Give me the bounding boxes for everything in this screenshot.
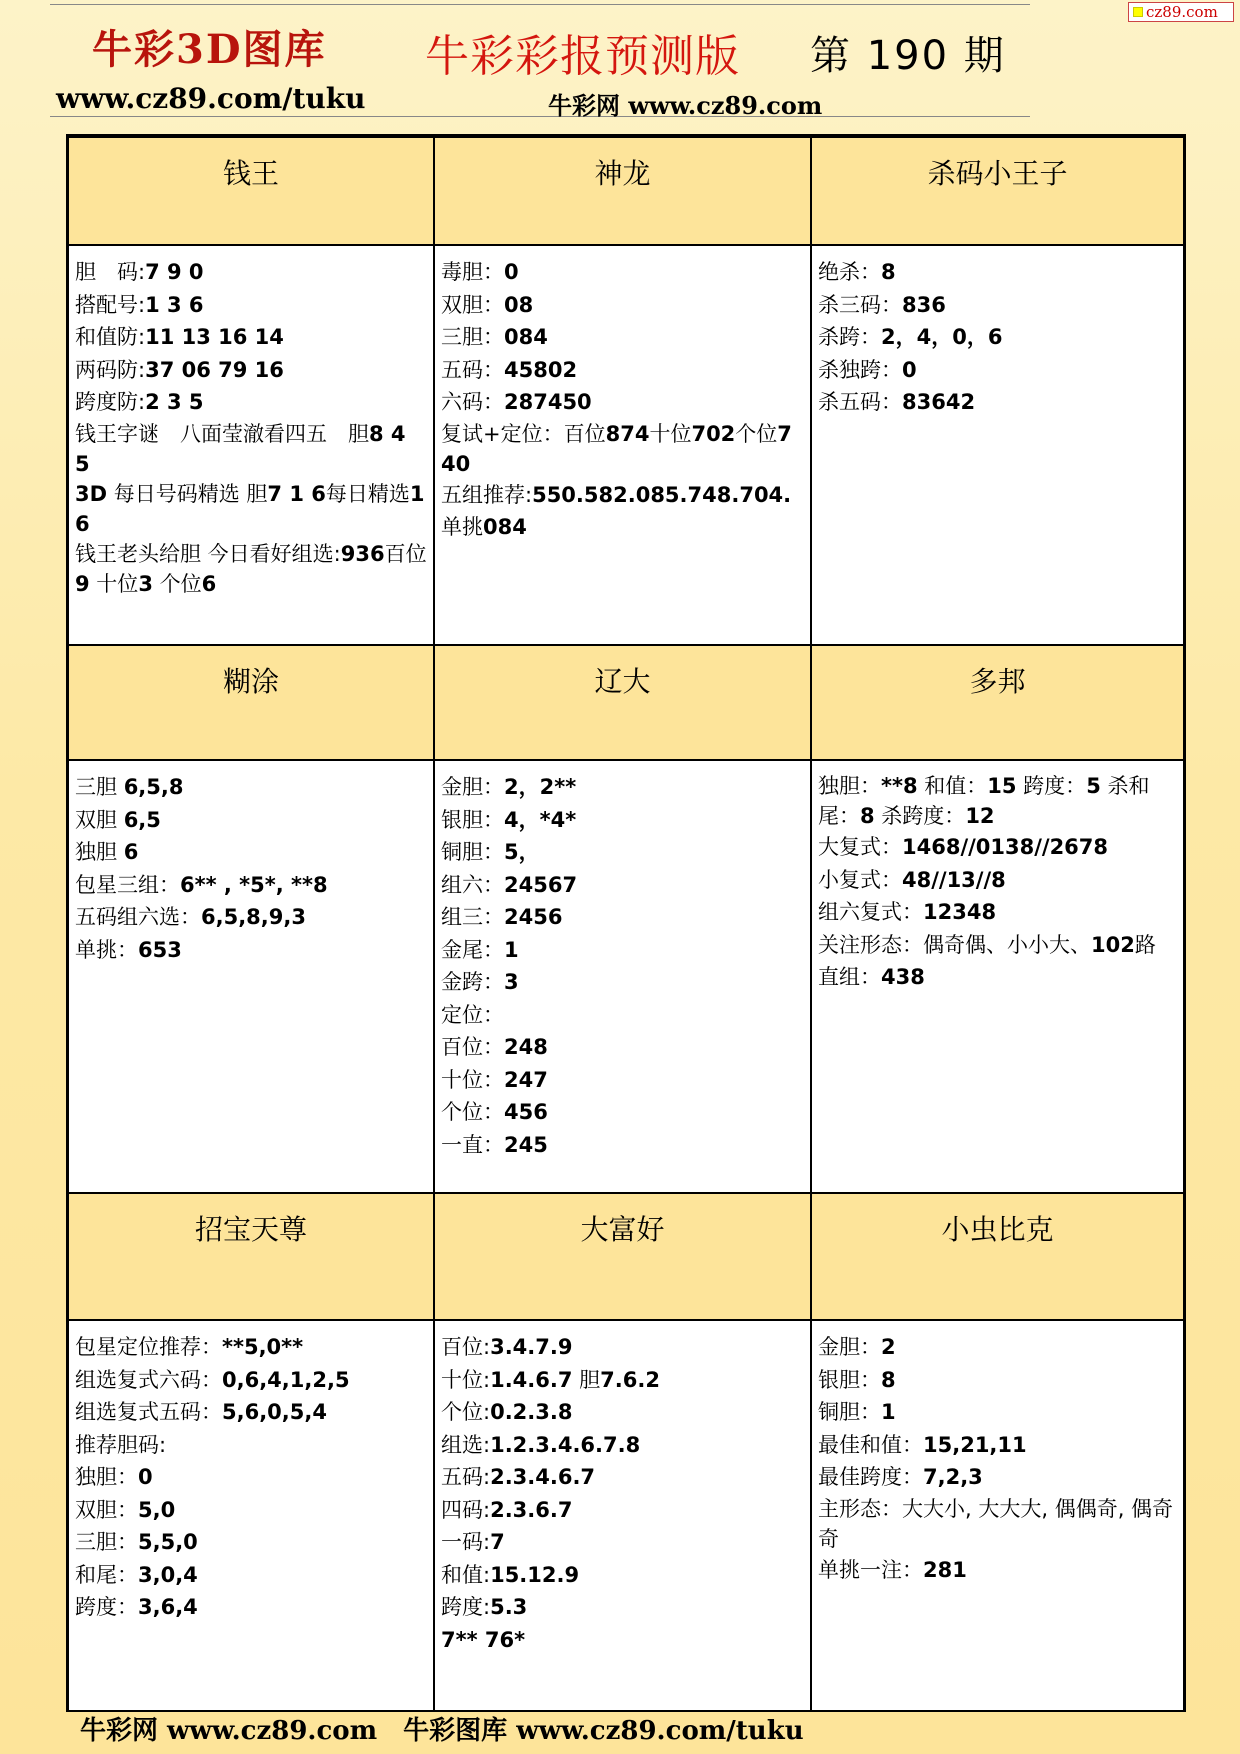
card-line (441, 836, 804, 869)
card-body (69, 761, 435, 1194)
line-label: 百位: (441, 1335, 491, 1359)
card-line (818, 289, 1177, 322)
line-label: 银胆： (441, 807, 504, 832)
site-link[interactable]: 牛彩网 www.cz89.com (548, 91, 823, 120)
line-label: 跨度: (441, 1595, 491, 1619)
line-label: 金胆： (818, 1335, 881, 1359)
card-line (75, 321, 427, 354)
line-label: 搭配号: (75, 292, 146, 317)
line-label: 路 (1134, 932, 1156, 957)
top-rule (50, 4, 1030, 5)
line-value: 084 (483, 515, 527, 539)
line-label: 每日精选 (325, 481, 410, 506)
card-line (818, 929, 1177, 962)
card-line (441, 1526, 804, 1559)
card-line (441, 901, 804, 934)
line-value: 456 (504, 1100, 548, 1124)
line-value: 7,2,3 (923, 1465, 983, 1489)
card-line (75, 419, 427, 479)
card-line (75, 901, 427, 934)
line-value: 740 (441, 421, 792, 476)
card-line (441, 321, 804, 354)
line-value: 3,6,4 (138, 1595, 198, 1619)
line-value: 7** 76* (441, 1627, 526, 1652)
line-value: 1.4.6.7 (490, 1367, 573, 1392)
line-value: 281 (923, 1557, 967, 1582)
line-value: 102 (1091, 932, 1135, 957)
card-line (818, 1494, 1177, 1554)
line-label: 复试+定位：百位 (441, 421, 606, 446)
line-label: 和值: (441, 1562, 491, 1587)
card-line (818, 1364, 1177, 1397)
badge-text: cz89.com (1146, 3, 1218, 21)
card-line (75, 1494, 427, 1527)
card-line (441, 966, 804, 999)
card-line (818, 354, 1177, 387)
footer: 牛彩网 www.cz89.com 牛彩图库 www.cz89.com/tuku (80, 1716, 804, 1746)
gallery-title: 牛彩3D图库 (92, 26, 327, 73)
line-label: 四码: (441, 1497, 491, 1522)
card-title: 小虫比克 (812, 1194, 1183, 1321)
card-line (75, 479, 427, 539)
line-label: 十位 (89, 571, 139, 596)
line-label: 双胆 (75, 807, 124, 832)
line-value: 48//13//8 (902, 867, 1006, 892)
line-label: 十位： (441, 1067, 504, 1092)
card-line (818, 1554, 1177, 1587)
line-value: 3,0,4 (138, 1562, 198, 1587)
card-line (75, 256, 427, 289)
line-label: 百位： (441, 1035, 504, 1059)
line-value: 2 (881, 1335, 896, 1359)
line-label: 组选复式六码： (75, 1367, 222, 1392)
line-value: 5,5,0 (138, 1530, 198, 1554)
line-label: 胆 (572, 1367, 601, 1392)
line-label: 最佳跨度： (818, 1465, 923, 1489)
card-line (441, 354, 804, 387)
line-label: 绝杀： (818, 260, 881, 284)
card-line (441, 1064, 804, 1097)
line-label: 每日号码精选 胆 (107, 481, 268, 506)
line-value: 0 (902, 357, 917, 382)
line-label: 直组： (818, 965, 881, 989)
line-value: 9 (75, 571, 90, 596)
card-line (818, 1396, 1177, 1429)
card-title: 钱王 (69, 138, 435, 246)
card-line (441, 1364, 804, 1397)
card-line (75, 1461, 427, 1494)
card-line (75, 1591, 427, 1624)
card-line (75, 771, 427, 804)
line-label: 独胆： (818, 774, 881, 798)
card-line (441, 479, 804, 512)
card-body (812, 246, 1183, 646)
card-line (818, 1429, 1177, 1462)
card-line (75, 836, 427, 869)
line-value: 8 (881, 260, 896, 284)
line-label: 十位 (649, 421, 692, 446)
card-line (818, 771, 1177, 831)
line-value: 24567 (504, 872, 578, 897)
line-label: 个位 (735, 421, 778, 446)
line-label: 跨度： (75, 1595, 138, 1619)
gallery-url[interactable]: www.cz89.com/tuku (56, 82, 366, 115)
card-title: 糊涂 (69, 646, 435, 761)
line-value: 3 (138, 571, 153, 596)
line-value: 45802 (504, 357, 578, 382)
card-line (75, 804, 427, 837)
line-value: **8 (881, 774, 918, 798)
card-line (818, 321, 1177, 354)
line-label: 大复式： (818, 835, 902, 859)
line-label: 百位 (384, 541, 427, 566)
card-line (818, 831, 1177, 864)
line-label: 包星定位推荐： (75, 1335, 222, 1359)
card-body (435, 1321, 812, 1710)
line-value: 7 9 0 (145, 260, 204, 284)
line-value: 287450 (504, 390, 592, 414)
card-line (75, 1364, 427, 1397)
line-value: 8 (860, 804, 875, 828)
line-value: 1.2.3.4.6.7.8 (490, 1432, 641, 1457)
line-value: 0 (138, 1465, 153, 1489)
line-label: 杀和尾： (818, 774, 1150, 828)
line-label: 和尾： (75, 1562, 138, 1587)
card-line (441, 1096, 804, 1129)
card-line (75, 869, 427, 902)
line-label: 组六： (441, 872, 504, 897)
card-body (435, 246, 812, 646)
card-title: 大富好 (435, 1194, 812, 1321)
line-label: 五码组六选： (75, 905, 201, 929)
line-value: 438 (881, 965, 925, 989)
prediction-grid (66, 134, 1186, 1712)
card-body (812, 761, 1183, 1194)
line-label: 钱王老头给胆 今日看好组选: (75, 541, 341, 566)
line-label: 杀跨： (818, 325, 881, 349)
line-value: 1 (881, 1400, 896, 1424)
line-label: 六码： (441, 390, 504, 414)
line-value: 936 (340, 541, 385, 566)
line-label: 单挑一注： (818, 1557, 923, 1582)
line-label: 个位: (441, 1400, 491, 1424)
line-value: 11 13 16 14 (145, 325, 284, 349)
line-label: 组六复式： (818, 900, 923, 924)
line-label: 推荐胆码: (75, 1432, 167, 1457)
card-line (441, 1624, 804, 1657)
edition-title: 牛彩彩报预测版 (425, 31, 740, 82)
line-label: 杀五码： (818, 390, 902, 414)
line-label: 主形态：大大小, 大大大, 偶偶奇, 偶奇奇 (818, 1496, 1174, 1551)
line-value: 2 3 5 (145, 390, 204, 414)
line-value: 8 4 5 (75, 421, 406, 476)
line-value: 2456 (504, 905, 563, 929)
line-value: 5,0 (138, 1497, 176, 1522)
line-label: 单挑： (75, 937, 138, 962)
line-value: 084 (504, 325, 548, 349)
line-value: 6,5,8,9,3 (201, 905, 306, 929)
line-label: 金尾： (441, 937, 504, 962)
header-rule (50, 116, 1030, 117)
card-line (818, 864, 1177, 897)
card-line (75, 539, 427, 599)
line-label: 组选: (441, 1432, 491, 1457)
line-label: 杀跨度： (874, 804, 966, 828)
card-line (441, 1129, 804, 1162)
line-label: 胆 码: (75, 260, 146, 284)
card-line (75, 1331, 427, 1364)
card-title: 神龙 (435, 138, 812, 246)
line-label: 五码： (441, 357, 504, 382)
line-value: **5,0** (222, 1335, 304, 1359)
line-value: 7 (490, 1530, 505, 1554)
card-line (818, 896, 1177, 929)
line-value: 1 3 6 (145, 292, 204, 317)
card-line (818, 1331, 1177, 1364)
line-label: 毒胆： (441, 260, 504, 284)
card-line (75, 934, 427, 967)
line-value: 6 (123, 840, 139, 864)
card-title: 多邦 (812, 646, 1183, 761)
line-value: 3.4.7.9 (490, 1335, 573, 1359)
line-label: 小复式： (818, 867, 902, 892)
line-value: 5， (504, 840, 540, 864)
issue-number: 第 190 期 (810, 33, 1006, 79)
line-value: 7 1 6 (267, 481, 326, 506)
card-line (818, 256, 1177, 289)
line-label: 十位: (441, 1367, 491, 1392)
line-label: 金跨： (441, 970, 504, 994)
card-title: 招宝天尊 (69, 1194, 435, 1321)
line-label: 杀独跨： (818, 357, 902, 382)
line-label: 三胆： (75, 1530, 138, 1554)
line-value: 08 (504, 292, 534, 317)
line-label: 和值： (917, 774, 988, 798)
card-body (69, 246, 435, 646)
line-value: 874 (605, 421, 650, 446)
line-label: 最佳和值： (818, 1432, 923, 1457)
line-label: 三胆 (75, 775, 124, 799)
card-line (441, 1396, 804, 1429)
line-label: 三胆： (441, 325, 504, 349)
line-value: 12 (965, 804, 995, 828)
line-value: 2.3.4.6.7 (490, 1465, 596, 1489)
card-line (441, 1591, 804, 1624)
card-line (818, 1461, 1177, 1494)
card-line (441, 511, 804, 544)
site-badge[interactable] (1128, 2, 1234, 22)
line-value: 836 (902, 292, 946, 317)
card-line (818, 386, 1177, 419)
line-label: 个位： (441, 1100, 504, 1124)
card-line (441, 256, 804, 289)
line-value: 5 (1086, 774, 1101, 798)
card-line (441, 771, 804, 804)
card-line (75, 386, 427, 419)
card-line (441, 1031, 804, 1064)
line-value: 248 (504, 1035, 548, 1059)
card-line (441, 934, 804, 967)
card-line (818, 961, 1177, 994)
line-label: 双胆： (75, 1497, 138, 1522)
line-label: 和值防: (75, 325, 146, 349)
line-label: 杀三码： (818, 292, 902, 317)
card-line (441, 289, 804, 322)
card-line (441, 869, 804, 902)
card-line (75, 289, 427, 322)
line-value: 3D (75, 481, 108, 506)
line-value: 0.2.3.8 (490, 1400, 573, 1424)
card-line (75, 1559, 427, 1592)
line-label: 一码: (441, 1530, 491, 1554)
line-label: 钱王字谜 八面莹澈看四五 胆 (75, 421, 369, 446)
line-value: 0,6,4,1,2,5 (222, 1367, 350, 1392)
card-line (75, 354, 427, 387)
line-value: 245 (504, 1132, 548, 1157)
line-value: 12348 (923, 900, 997, 924)
line-label: 单挑 (441, 515, 483, 539)
line-label: 金胆： (441, 775, 504, 799)
line-label: 包星三组： (75, 872, 180, 897)
line-label: 五组推荐: (441, 482, 533, 507)
card-line (441, 1429, 804, 1462)
card-title: 辽大 (435, 646, 812, 761)
line-label: 独胆： (75, 1465, 138, 1489)
card-line (441, 804, 804, 837)
line-label: 组选复式五码： (75, 1400, 222, 1424)
line-value: 653 (138, 937, 182, 962)
line-value: 0 (504, 260, 519, 284)
card-line (441, 419, 804, 479)
card-line (75, 1396, 427, 1429)
card-line (441, 1331, 804, 1364)
line-value: 4，*4* (504, 807, 577, 832)
line-value: 5.3 (490, 1595, 528, 1619)
line-value: 15.12.9 (490, 1562, 580, 1587)
line-value: 6** , *5*, **8 (180, 872, 328, 897)
line-value: 2，4，0，6 (881, 325, 1003, 349)
line-value: 6,5 (123, 807, 161, 832)
card-line (441, 1559, 804, 1592)
line-label: 定位： (441, 1002, 504, 1027)
card-body (812, 1321, 1183, 1710)
card-body (435, 761, 812, 1194)
line-label: 银胆： (818, 1367, 881, 1392)
line-value: 8 (881, 1367, 896, 1392)
card-title: 杀码小王子 (812, 138, 1183, 246)
card-line (75, 1526, 427, 1559)
card-line (75, 1429, 427, 1462)
line-value: 7.6.2 (600, 1367, 660, 1392)
line-value: 702 (691, 421, 736, 446)
line-value: 1 6 (75, 481, 425, 536)
line-label: 关注形态：偶奇偶、小小大、 (818, 932, 1091, 957)
line-label: 五码: (441, 1465, 491, 1489)
line-value: 3 (504, 970, 519, 994)
line-value: 1 (504, 937, 519, 962)
line-label: 组三： (441, 905, 504, 929)
line-label: 铜胆： (818, 1400, 881, 1424)
line-label: 独胆 (75, 840, 124, 864)
line-value: 1468//0138//2678 (902, 835, 1109, 859)
line-label: 跨度： (1016, 774, 1087, 798)
line-label: 跨度防: (75, 390, 146, 414)
card-line (441, 1461, 804, 1494)
card-line (441, 999, 804, 1032)
line-value: 37 06 79 16 (145, 357, 284, 382)
line-value: 15,21,11 (923, 1432, 1027, 1457)
line-label: 一直： (441, 1132, 504, 1157)
line-value: 2.3.6.7 (490, 1497, 573, 1522)
line-value: 247 (504, 1067, 548, 1092)
line-label: 铜胆： (441, 840, 504, 864)
line-label: 双胆： (441, 292, 504, 317)
line-label: 个位 (152, 571, 202, 596)
badge-square-icon (1133, 7, 1143, 17)
line-value: 550.582.085.748.704. (532, 482, 792, 507)
line-value: 5,6,0,5,4 (222, 1400, 327, 1424)
card-body (69, 1321, 435, 1710)
card-line (441, 1494, 804, 1527)
line-label: 两码防: (75, 357, 146, 382)
line-value: 83642 (902, 390, 976, 414)
line-value: 6 (201, 571, 217, 596)
line-value: 15 (987, 774, 1017, 798)
card-line (441, 386, 804, 419)
line-value: 6,5,8 (123, 775, 184, 799)
line-value: 2，2** (504, 775, 577, 799)
